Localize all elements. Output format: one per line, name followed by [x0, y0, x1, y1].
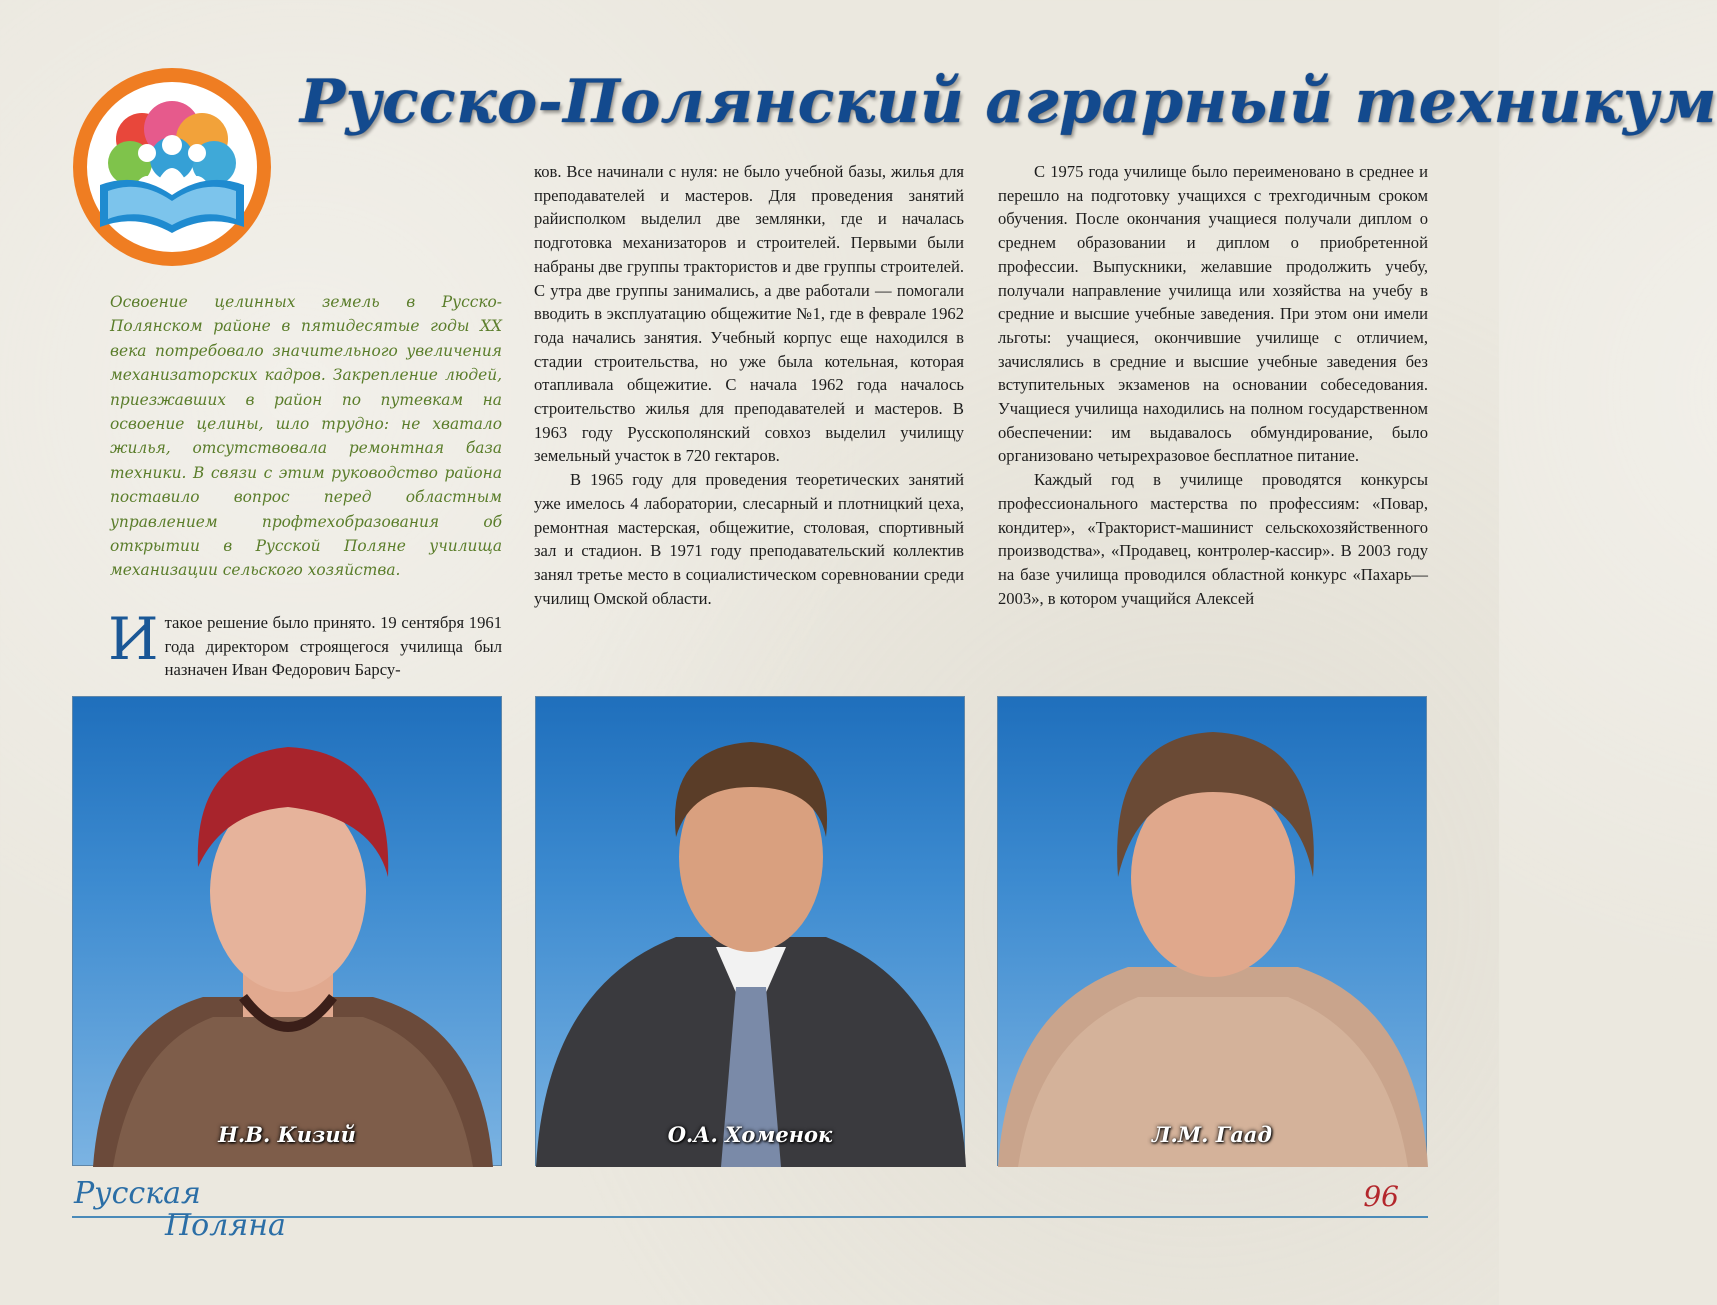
- portrait-photo-khomenok: [535, 696, 965, 1166]
- article-paragraph: В 1965 году для проведения теоретических занятий уже имелось 4 лаборатории, слесарный и плотницкий цеха, ремонтная мастерская, общежитие, столовая, спортивный зал и стадион. В 1971 году преподавательский коллектив занял третье место в социалистическом соревновании среди училищ Омской области.: [534, 470, 964, 608]
- photo-caption: Л.М. Гаад: [1151, 1122, 1273, 1147]
- article-column-1: [72, 605, 502, 682]
- article-column-2: [534, 160, 964, 610]
- page-number: 96: [1363, 1180, 1399, 1213]
- intro-paragraph: Освоение целинных земель в Русско-Полянском районе в пятидесятые годы XX века потребовало значительного увеличения механизаторских кадров. Закрепление людей, приезжавших в район по путевкам на освоение целины, шло трудно: не хватало жилья, отсутствовала ремонтная база техники. В связи с этим руководство района поставило вопрос перед областным управлением профтехобразования об открытии в Русской Поляне училища механизации сельского хозяйства.: [110, 293, 502, 580]
- article-paragraph: Каждый год в училище проводятся конкурсы профессионального мастерства по профессиям: «Повар, кондитер», «Тракторист-машинист сельскохозяйственного производства», «Продавец, контролер-кассир». В 2003 году на базе училища проводился областной конкурс «Пахарь—2003», в котором учащийся Алексей: [998, 470, 1428, 608]
- photo-caption: О.А. Хоменок: [667, 1122, 833, 1147]
- portrait-photo-kiziy: [72, 696, 502, 1166]
- brand-logo-line2: Поляна: [165, 1208, 286, 1243]
- article-paragraph: С 1975 года училище было переименовано в среднее и перешло на подготовку учащихся с трехгодичным сроком обучения. После окончания учащиеся получали диплом о среднем образовании и диплом о приобретенной профессии. Выпускники, желавшие продолжить учебу, получали направление училища или хозяйства на учебу в средние и высшие учебные заведения. При этом они имели льготы: учащиеся, окончившие училище с отличием, зачислялись в средние и высшие учебные заведения без вступительных экзаменов на основании собеседования. Учащиеся училища находились на полном государственном обеспечении: им выдавалось обмундирование, было организовано четырехразовое бесплатное питание.: [998, 162, 1428, 466]
- photo-caption: Н.В. Кизий: [218, 1122, 356, 1147]
- article-paragraph: такое решение было принято. 19 сентября 1961 года директором строящегося училища был назначен Иван Федорович Барсу-: [164, 613, 502, 680]
- article-paragraph: ков. Все начинали с нуля: не было учебной базы, жилья для преподавателей и мастеров. Для проведения занятий райисполком выделил две землянки, где и началась подготовка механизаторов и строителей. Первыми были набраны две группы трактористов и две группы строителей. С утра две группы занимались, а две работали — помогали вводить в эксплуатацию общежитие №1, где в феврале 1962 года начались занятия. Учебный корпус еще находился в стадии строительства, но уже была котельная, которая отапливала общежитие. С начала 1962 года началось строительство жилья для преподавателей и мастеров. В 1963 году Русскополянский совхоз выделил училищу земельный участок в 720 гектаров.: [534, 162, 964, 466]
- article-column-3: [998, 160, 1428, 610]
- page-title: Русско-Полянский аграрный техникум: [300, 67, 1717, 137]
- college-logo: [72, 67, 272, 267]
- drop-cap: И: [108, 605, 159, 673]
- brand-logo-line1: Русская: [74, 1176, 201, 1211]
- portrait-photo-gaad: [997, 696, 1427, 1166]
